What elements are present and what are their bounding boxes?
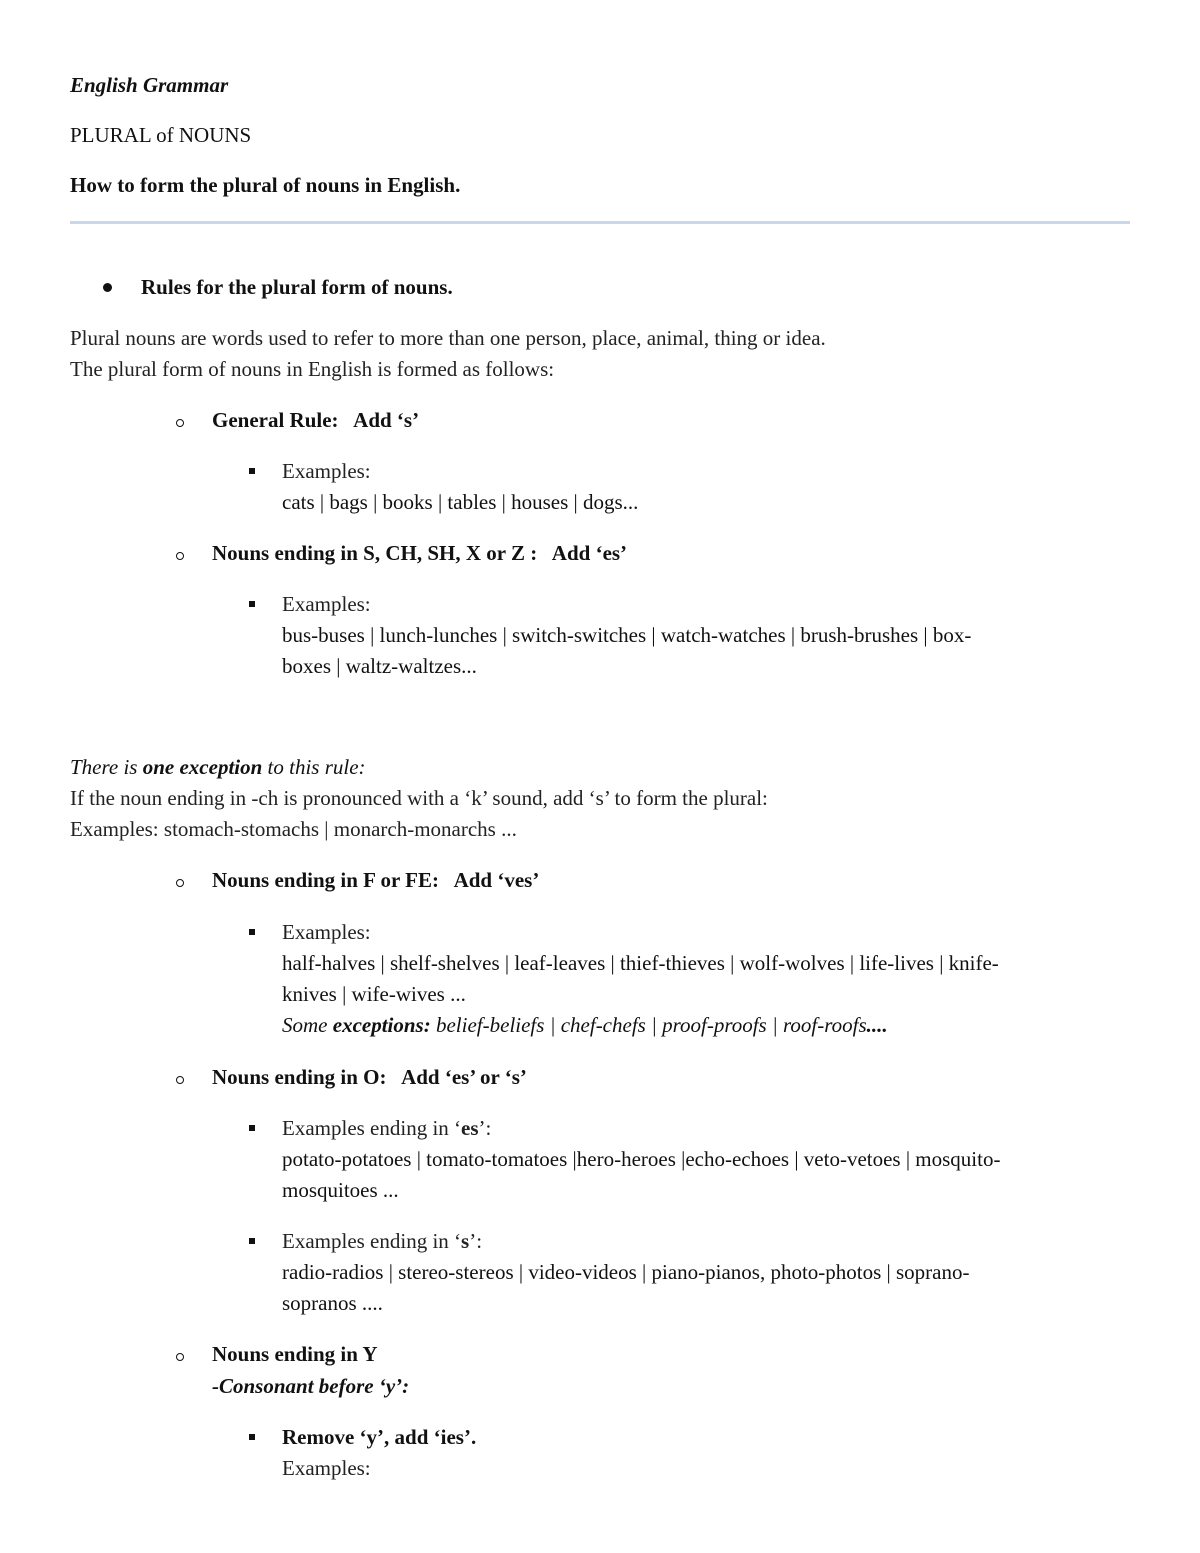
y-rule-sub: -Consonant before ‘y’: <box>212 1374 410 1398</box>
page-subtitle: How to form the plural of nouns in English. <box>70 173 461 197</box>
o-es-examples-line-1: potato-potatoes | tomato-tomatoes |hero-heroes |echo-echoes | veto-vetoes | mosquito- <box>282 1147 1001 1171</box>
bullet-square-icon <box>249 929 255 935</box>
ves-exceptions <box>282 1010 888 1040</box>
es-examples-label: Examples: <box>282 592 371 616</box>
o-rule-action: Add ‘es’ or ‘s’ <box>401 1065 527 1089</box>
y-rule-action: Remove ‘y’, add ‘ies’. <box>282 1425 477 1449</box>
o-s-label-lead: Examples ending in ‘ <box>282 1229 462 1253</box>
bullet-square-icon <box>249 468 255 474</box>
o-es-label <box>282 1113 491 1143</box>
ves-rule-action: Add ‘ves’ <box>453 868 540 892</box>
o-es-examples-line-2: mosquitoes ... <box>282 1178 399 1202</box>
bullet-disc-icon <box>103 283 112 292</box>
bullet-square-icon <box>249 1434 255 1440</box>
exception-heading <box>70 752 366 782</box>
bullet-square-icon <box>249 1238 255 1244</box>
ves-exceptions-list: belief-beliefs | chef-chefs | proof-proofs | roof-roofs <box>435 1013 867 1037</box>
bullet-circle-icon <box>176 1076 184 1084</box>
y-examples-label: Examples: <box>282 1456 371 1480</box>
bullet-square-icon <box>249 1125 255 1131</box>
o-s-examples-line-1: radio-radios | stereo-stereos | video-videos | piano-pianos, photo-photos | soprano- <box>282 1260 970 1284</box>
ves-examples-label: Examples: <box>282 920 371 944</box>
intro-line-2: The plural form of nouns in English is formed as follows: <box>70 357 555 381</box>
rules-heading: Rules for the plural form of nouns. <box>141 275 453 299</box>
bullet-square-icon <box>249 601 255 607</box>
o-es-label-end: ’: <box>478 1116 492 1140</box>
general-examples: cats | bags | books | tables | houses | dogs... <box>282 490 639 514</box>
o-rule-title: Nouns ending in O: <box>212 1065 387 1089</box>
general-examples-label: Examples: <box>282 459 371 483</box>
general-rule-heading <box>212 405 419 435</box>
exception-tail: to this rule: <box>267 755 366 779</box>
bullet-circle-icon <box>176 552 184 560</box>
es-examples-line-2: boxes | waltz-waltzes... <box>282 654 477 678</box>
exception-emphasis: one exception <box>142 755 263 779</box>
es-rule-heading <box>212 538 627 568</box>
section-divider <box>70 221 1130 224</box>
es-rule-action: Add ‘es’ <box>551 541 628 565</box>
bullet-circle-icon <box>176 1353 184 1361</box>
topic-title: PLURAL of NOUNS <box>70 123 252 147</box>
ves-rule-title: Nouns ending in F or FE: <box>212 868 439 892</box>
bullet-circle-icon <box>176 419 184 427</box>
o-s-label <box>282 1226 482 1256</box>
o-s-examples-line-2: sopranos .... <box>282 1291 383 1315</box>
es-rule-title: Nouns ending in S, CH, SH, X or Z : <box>212 541 538 565</box>
bullet-circle-icon <box>176 879 184 887</box>
ves-examples-line-2: knives | wife-wives ... <box>282 982 466 1006</box>
general-rule-action: Add ‘s’ <box>353 408 420 432</box>
o-rule-heading <box>212 1062 527 1092</box>
general-rule-title: General Rule: <box>212 408 339 432</box>
ves-examples-line-1: half-halves | shelf-shelves | leaf-leaves | thief-thieves | wolf-wolves | life-lives | knife- <box>282 951 999 975</box>
o-es-label-lead: Examples ending in ‘ <box>282 1116 462 1140</box>
ves-exceptions-end: .... <box>866 1013 888 1037</box>
o-s-label-key: s <box>461 1229 470 1253</box>
intro-line-1: Plural nouns are words used to refer to more than one person, place, animal, thing or idea. <box>70 326 826 350</box>
ves-exceptions-label: exceptions: <box>332 1013 431 1037</box>
subject-label: English Grammar <box>70 73 229 97</box>
y-rule-title: Nouns ending in Y <box>212 1342 378 1366</box>
exception-explanation: If the noun ending in -ch is pronounced with a ‘k’ sound, add ‘s’ to form the plural: <box>70 786 768 810</box>
exception-lead: There is <box>70 755 138 779</box>
o-s-label-end: ’: <box>469 1229 483 1253</box>
es-examples-line-1: bus-buses | lunch-lunches | switch-switches | watch-watches | brush-brushes | box- <box>282 623 972 647</box>
ves-exceptions-lead: Some <box>282 1013 328 1037</box>
ves-rule-heading <box>212 865 539 895</box>
o-es-label-key: es <box>461 1116 479 1140</box>
exception-examples: Examples: stomach-stomachs | monarch-monarchs ... <box>70 817 517 841</box>
